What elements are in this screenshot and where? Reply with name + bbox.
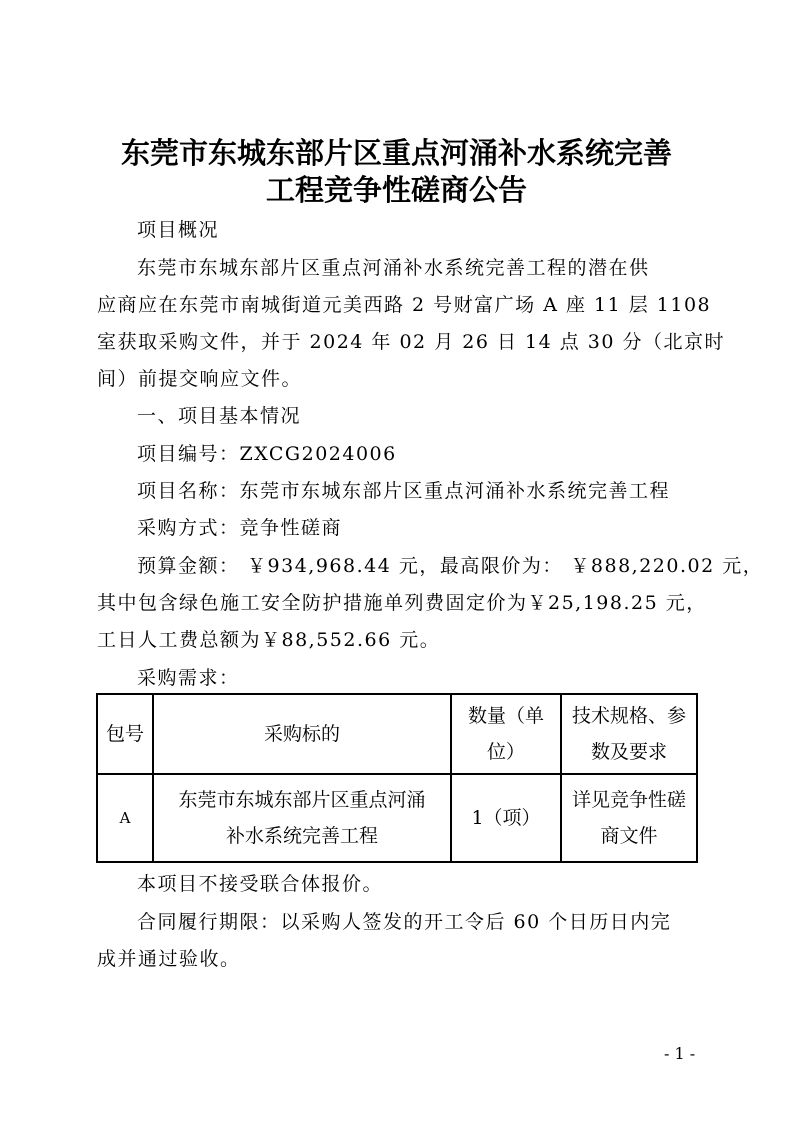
header-subject: 采购标的 bbox=[153, 694, 451, 774]
overview-line-3: 室获取采购文件，并于 2024 年 02 月 26 日 14 点 30 分（北京时 bbox=[97, 331, 725, 353]
requirements-table bbox=[96, 693, 698, 863]
requirements-label: 采购需求： bbox=[137, 667, 240, 689]
cell-subject bbox=[153, 774, 451, 862]
cell-spec-line2: 商文件 bbox=[600, 825, 658, 847]
overview-heading: 项目概况 bbox=[137, 219, 220, 241]
header-package: 包号 bbox=[97, 694, 153, 774]
budget-line-1: 预算金额： ￥934,968.44 元，最高限价为： ￥888,220.02 元， bbox=[137, 555, 764, 577]
page-title-line2: 工程竞争性磋商公告 bbox=[265, 173, 527, 207]
overview-line-4: 间）前提交响应文件。 bbox=[97, 368, 303, 390]
page-number: - 1 - bbox=[664, 1044, 696, 1063]
cell-quantity: 1（项） bbox=[451, 774, 561, 862]
table-header-row bbox=[97, 694, 697, 774]
header-quantity-line2: 位） bbox=[486, 741, 525, 763]
page-title-line1: 东莞市东城东部片区重点河涌补水系统完善 bbox=[120, 136, 672, 170]
cell-spec-line1: 详见竞争性磋 bbox=[571, 789, 686, 811]
cell-subject-line1: 东莞市东城东部片区重点河涌 bbox=[178, 789, 426, 811]
contract-period-line-2: 成并通过验收。 bbox=[97, 948, 241, 970]
header-spec-line2: 数及要求 bbox=[590, 741, 667, 763]
header-spec-line1: 技术规格、参 bbox=[571, 705, 686, 727]
project-number: 项目编号：ZXCG2024006 bbox=[137, 443, 397, 465]
overview-line-1: 东莞市东城东部片区重点河涌补水系统完善工程的潜在供 bbox=[137, 257, 650, 279]
table-row bbox=[97, 774, 697, 862]
header-spec bbox=[561, 694, 697, 774]
no-consortium-note: 本项目不接受联合体报价。 bbox=[137, 873, 384, 895]
contract-period-line-1: 合同履行期限：以采购人签发的开工令后 60 个日历日内完 bbox=[137, 911, 672, 933]
cell-spec bbox=[561, 774, 697, 862]
header-quantity bbox=[451, 694, 561, 774]
header-quantity-line1: 数量（单 bbox=[467, 705, 544, 727]
cell-package: A bbox=[97, 774, 153, 862]
procurement-method: 采购方式：竞争性磋商 bbox=[137, 517, 343, 539]
overview-line-2: 应商应在东莞市南城街道元美西路 2 号财富广场 A 座 11 层 1108 bbox=[97, 294, 712, 316]
section1-heading: 一、项目基本情况 bbox=[137, 405, 302, 427]
cell-subject-line2: 补水系统完善工程 bbox=[225, 825, 378, 847]
budget-line-3: 工日人工费总额为￥88,552.66 元。 bbox=[97, 629, 441, 651]
project-name: 项目名称：东莞市东城东部片区重点河涌补水系统完善工程 bbox=[137, 480, 671, 502]
budget-line-2: 其中包含绿色施工安全防护措施单列费固定价为￥25,198.25 元， bbox=[97, 592, 707, 614]
